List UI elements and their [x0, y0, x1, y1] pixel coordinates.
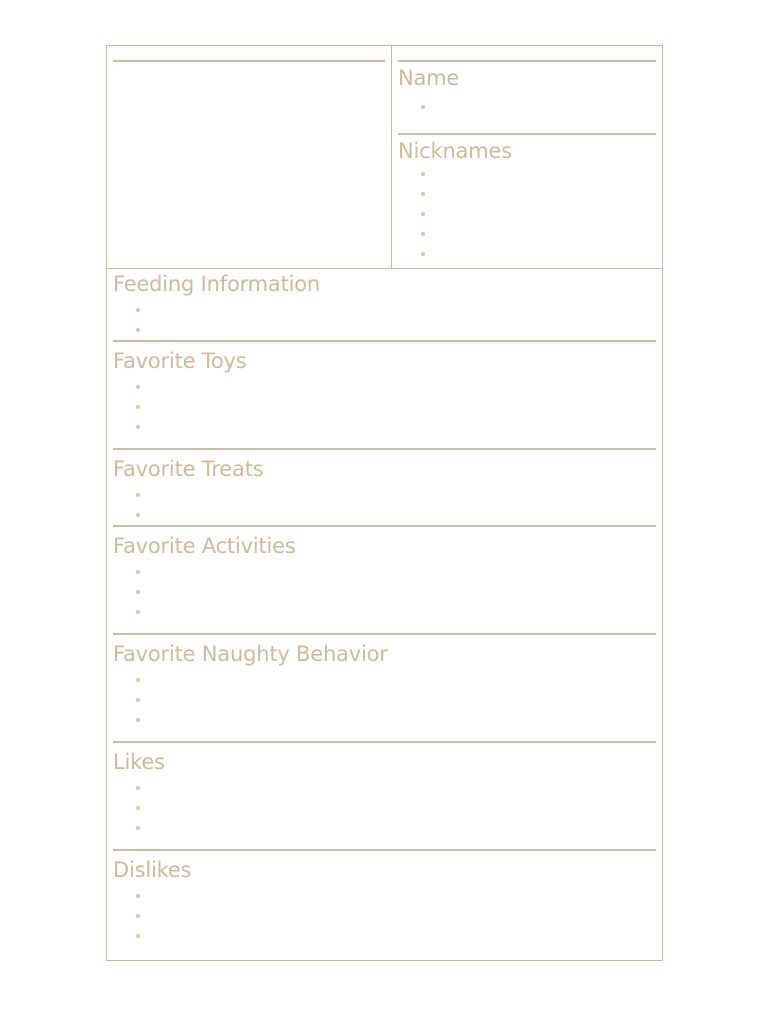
naughty-heading: Favorite Naughty Behavior	[113, 642, 388, 666]
nicknames-field	[398, 133, 656, 264]
treats-list	[113, 485, 656, 525]
naughty-list	[113, 670, 656, 730]
list-item[interactable]	[113, 562, 656, 582]
list-item[interactable]	[398, 224, 656, 244]
likes-heading: Likes	[113, 750, 165, 774]
list-item[interactable]	[113, 926, 656, 946]
section-dislikes	[113, 849, 656, 946]
photo-area	[107, 46, 392, 268]
list-item[interactable]	[398, 204, 656, 224]
list-item[interactable]	[113, 300, 656, 320]
feeding-heading: Feeding Information	[113, 272, 321, 296]
list-item[interactable]	[113, 582, 656, 602]
list-item[interactable]	[113, 602, 656, 622]
list-item[interactable]	[113, 778, 656, 798]
list-item[interactable]	[113, 397, 656, 417]
top-row	[107, 46, 662, 269]
list-item[interactable]	[398, 244, 656, 264]
name-list	[398, 97, 656, 117]
nicknames-list	[398, 164, 656, 264]
list-item[interactable]	[398, 97, 656, 117]
list-item[interactable]	[398, 184, 656, 204]
likes-list	[113, 778, 656, 838]
section-favorite-treats	[113, 448, 656, 525]
toys-heading: Favorite Toys	[113, 349, 247, 373]
activities-heading: Favorite Activities	[113, 534, 296, 558]
name-cell	[392, 46, 662, 268]
list-item[interactable]	[113, 505, 656, 525]
list-item[interactable]	[113, 886, 656, 906]
name-field	[398, 60, 656, 117]
name-heading: Name	[398, 66, 460, 90]
list-item[interactable]	[113, 485, 656, 505]
list-item[interactable]	[113, 690, 656, 710]
photo-top-rule	[113, 60, 385, 62]
section-feeding-information	[113, 271, 656, 340]
list-item[interactable]	[113, 320, 656, 340]
treats-heading: Favorite Treats	[113, 457, 264, 481]
toys-list	[113, 377, 656, 437]
list-item[interactable]	[113, 670, 656, 690]
list-item[interactable]	[113, 710, 656, 730]
list-item[interactable]	[113, 818, 656, 838]
list-item[interactable]	[113, 798, 656, 818]
list-item[interactable]	[113, 906, 656, 926]
pet-profile-sheet	[106, 45, 663, 961]
list-item[interactable]	[398, 164, 656, 184]
dislikes-heading: Dislikes	[113, 858, 192, 882]
feeding-list	[113, 300, 656, 340]
list-item[interactable]	[113, 417, 656, 437]
section-favorite-toys	[113, 340, 656, 437]
section-likes	[113, 741, 656, 838]
section-favorite-activities	[113, 525, 656, 622]
activities-list	[113, 562, 656, 622]
list-item[interactable]	[113, 377, 656, 397]
section-favorite-naughty-behavior	[113, 633, 656, 730]
nicknames-heading: Nicknames	[398, 139, 512, 163]
dislikes-list	[113, 886, 656, 946]
